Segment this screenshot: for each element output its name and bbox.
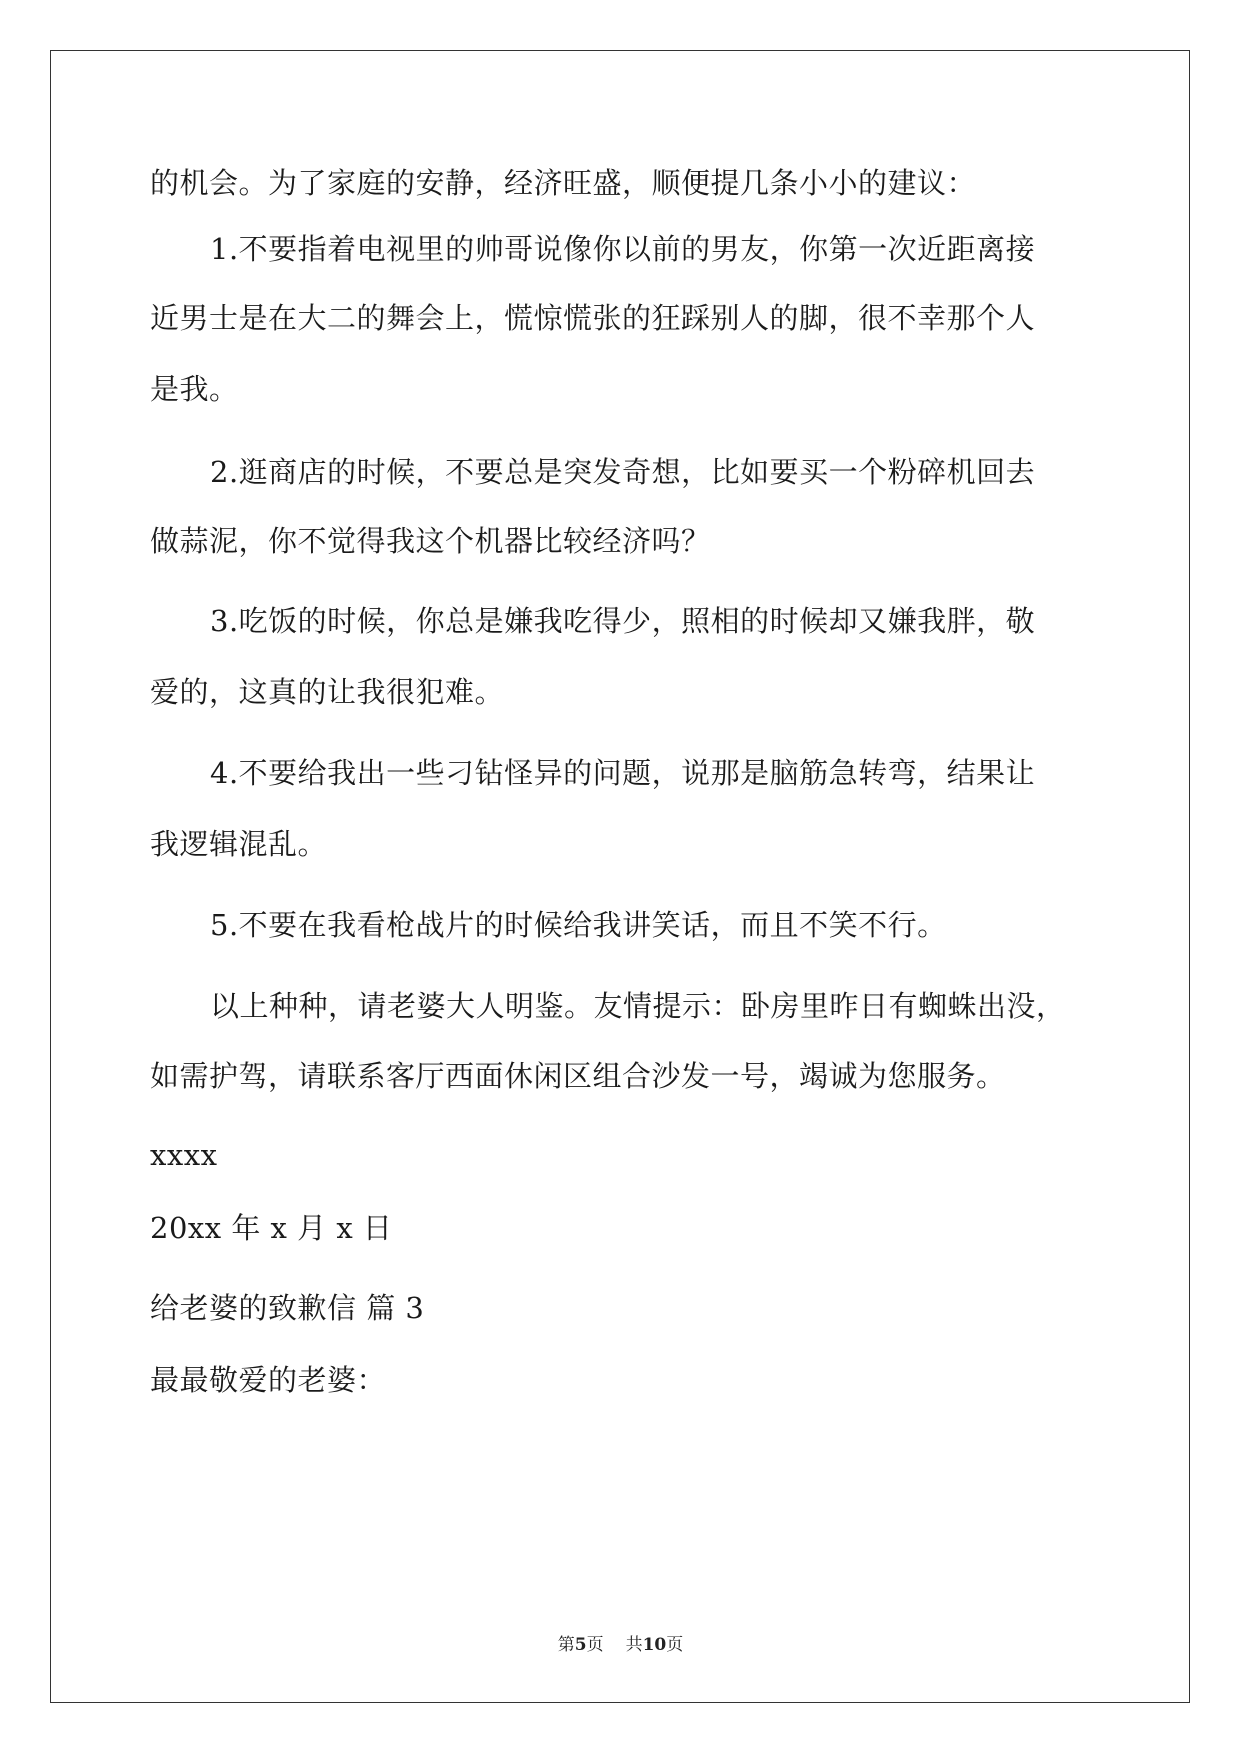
page-mid: 页 — [586, 1635, 604, 1655]
text-line: 我逻辑混乱。 — [150, 827, 328, 861]
page-border — [50, 50, 1190, 1703]
text-line: 1.不要指着电视里的帅哥说像你以前的男友，你第一次近距离接 — [210, 232, 1036, 266]
text-line: 近男士是在大二的舞会上，慌惊慌张的狂踩别人的脚，很不幸那个人 — [150, 301, 1036, 335]
page-total: 10 — [642, 1635, 667, 1655]
text-line: 做蒜泥，你不觉得我这个机器比较经济吗？ — [150, 524, 711, 558]
text-line: 5.不要在我看枪战片的时候给我讲笑话，而且不笑不行。 — [210, 908, 947, 942]
section-heading: 给老婆的致歉信 篇 3 — [150, 1291, 425, 1325]
text-line: 4.不要给我出一些刁钻怪异的问题，说那是脑筋急转弯，结果让 — [210, 756, 1036, 790]
page-prefix: 第 — [557, 1635, 575, 1655]
date-line: 20xx 年 x 月 x 日 — [150, 1211, 393, 1245]
text-line: 爱的，这真的让我很犯难。 — [150, 675, 505, 709]
text-line: 如需护驾，请联系客厅西面休闲区组合沙发一号，竭诚为您服务。 — [150, 1059, 1006, 1093]
signature: xxxx — [150, 1138, 218, 1172]
text-line: 的机会。为了家庭的安静，经济旺盛，顺便提几条小小的建议： — [150, 166, 977, 200]
text-line: 是我。 — [150, 372, 239, 406]
total-prefix: 共 — [625, 1635, 643, 1655]
page-footer — [0, 1634, 1241, 1656]
salutation: 最最敬爱的老婆： — [150, 1363, 387, 1397]
text-line: 2.逛商店的时候，不要总是突发奇想，比如要买一个粉碎机回去 — [210, 455, 1036, 489]
page-current: 5 — [574, 1635, 587, 1655]
text-line: 3.吃饭的时候，你总是嫌我吃得少，照相的时候却又嫌我胖，敬 — [210, 604, 1036, 638]
total-suffix: 页 — [666, 1635, 684, 1655]
text-line: 以上种种，请老婆大人明鉴。友情提示：卧房里昨日有蜘蛛出没， — [210, 989, 1066, 1023]
